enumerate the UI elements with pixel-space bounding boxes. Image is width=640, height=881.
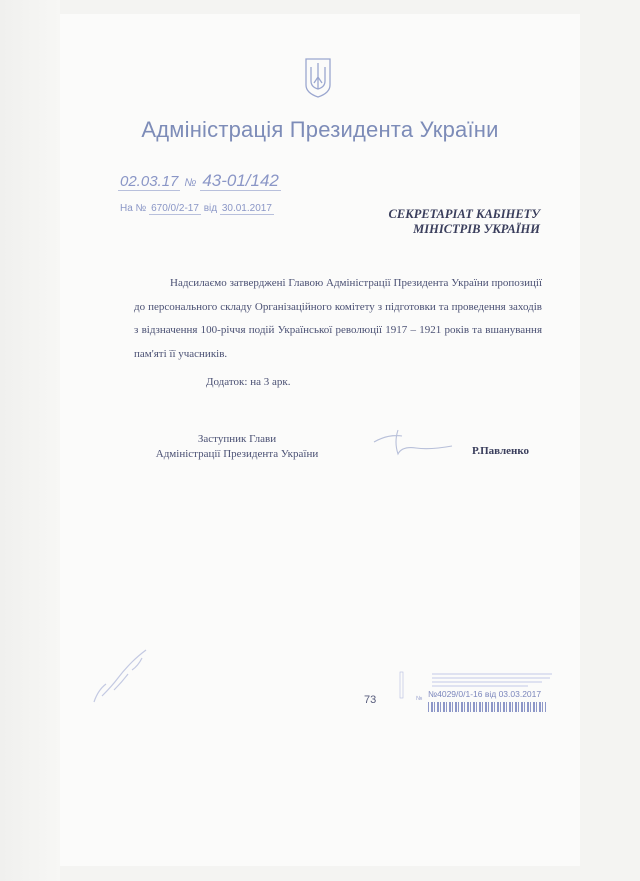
- handwritten-resolution-mark: [88, 640, 158, 710]
- attachment-note: Додаток: на 3 арк.: [206, 376, 291, 388]
- signer-position-line-1: Заступник Глави: [197, 433, 277, 445]
- registration-code: №4029/0/1-16 від 03.03.2017: [428, 689, 542, 699]
- number-sign: №: [184, 177, 197, 189]
- page-number: 73: [364, 694, 377, 706]
- svg-text:№: №: [416, 696, 423, 702]
- reference-from-label: від: [203, 203, 218, 214]
- reference-number: 670/0/2-17: [151, 203, 199, 214]
- letter-body: [134, 272, 542, 366]
- signer-position-line-2: Адміністрації Президента України: [155, 448, 319, 460]
- barcode-icon: [428, 702, 546, 712]
- trident-emblem-icon: [303, 55, 333, 99]
- reference-date: 30.01.2017: [221, 203, 272, 214]
- recipient-line-1: СЕКРЕТАРІАТ КАБІНЕТУ: [388, 207, 540, 221]
- body-paragraph: Надсилаємо затверджені Главою Адміністрації Президента України пропозиції до персонального складу Організаційного комітету з підготовки та проведення заходів з відзначення 100-річчя подій Української революції 1917 – 1921 років та вшанування пам'яті її учасників.: [134, 277, 542, 360]
- reference-line: [120, 203, 274, 214]
- recipient-line-2: МІНІСТРІВ УКРАЇНИ: [413, 222, 540, 236]
- organization-letterhead: Адміністрація Президента України: [141, 117, 499, 142]
- signer-position: [142, 432, 332, 462]
- signer-name: Р.Павленко: [472, 445, 530, 457]
- recipient-block: [360, 207, 540, 237]
- outgoing-date: 02.03.17: [120, 173, 179, 190]
- outgoing-registration: [118, 171, 281, 191]
- handwritten-signature: [368, 424, 458, 458]
- outgoing-number: 43-01/142: [202, 171, 279, 190]
- reference-prefix: На №: [120, 203, 147, 214]
